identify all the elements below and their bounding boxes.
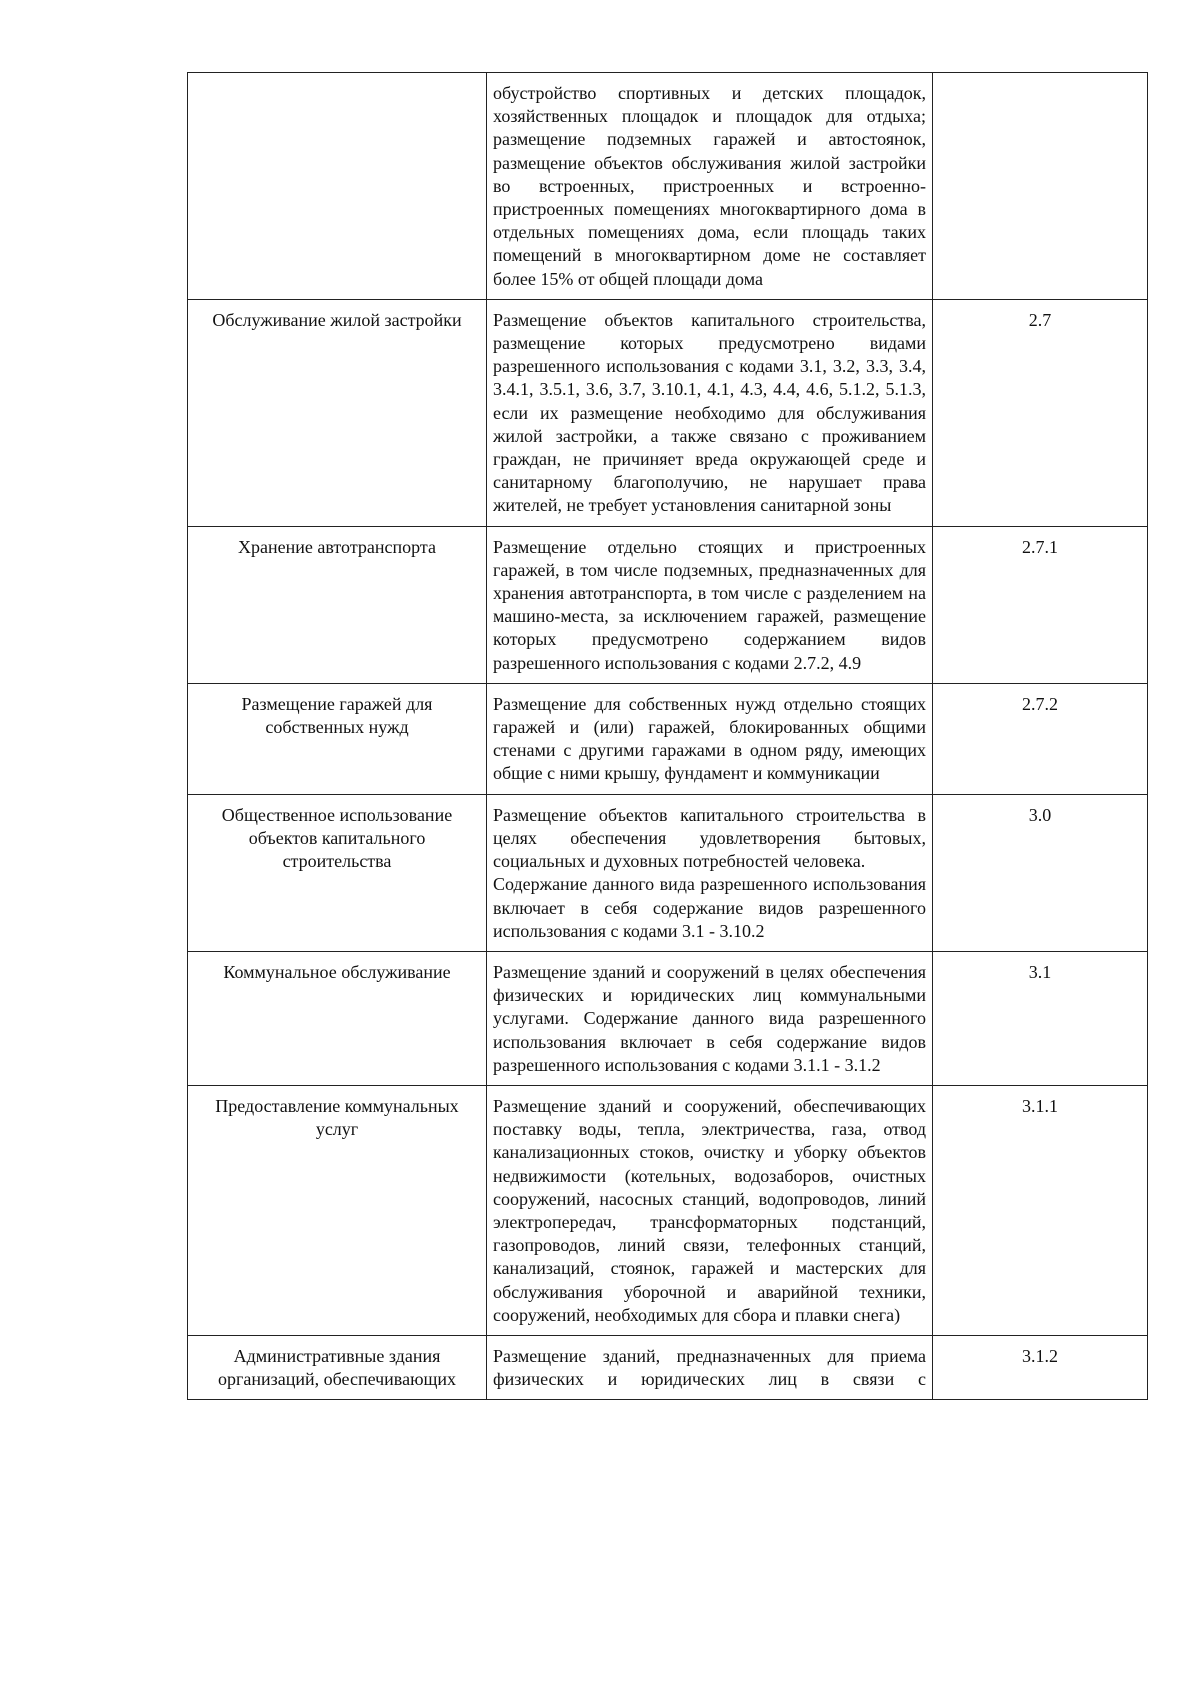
land-use-code: 3.0 [933,794,1148,951]
description-paragraph: Размещение объектов капитального строительства, размещение которых предусмотрено видами разрешенного использования с кодами 3.1, 3.2, 3.3, 3.4, 3.4.1, 3.5.1, 3.6, 3.7, 3.10.1, 4.1, 4.3, 4.4, 4.6, 5.1.2, 5.1.3, если их размещение необходимо для обслуживания жилой застройки, а также связано с проживанием граждан, не причиняет вреда окружающей среде и санитарному благополучию, не нарушает права жителей, не требует установления санитарной зоны [493,309,926,516]
table-row [188,73,1148,300]
land-use-code: 3.1 [933,951,1148,1085]
land-use-name: Общественное использование объектов капитального строительства [188,794,487,951]
description-paragraph: обустройство спортивных и детских площадок, хозяйственных площадок и площадок для отдыха; размещение подземных гаражей и автостоянок, размещение объектов обслуживания жилой застройки во встроенных, пристроенных и встроенно-пристроенных помещениях многоквартирного дома в отдельных помещениях дома, если площадь таких помещений в многоквартирном доме не составляет более 15% от общей площади дома [493,83,926,289]
land-use-name: Хранение автотранспорта [188,526,487,683]
table-row [188,526,1148,683]
land-use-name: Коммунальное обслуживание [188,951,487,1085]
table-row [188,951,1148,1085]
land-use-description [487,951,933,1085]
land-use-code: 3.1.2 [933,1335,1148,1399]
table-row [188,794,1148,951]
description-paragraph: Содержание данного вида разрешенного использования включает в себя содержание видов разрешенного использования с кодами 3.1 - 3.10.2 [493,874,926,941]
land-use-description [487,299,933,526]
description-paragraph: Размещение для собственных нужд отдельно стоящих гаражей и (или) гаражей, блокированных общими стенами с другими гаражами в одном ряду, имеющих общие с ними крышу, фундамент и коммуникации [493,693,926,784]
land-use-name: Предоставление коммунальных услуг [188,1085,487,1335]
table-row [188,1335,1148,1399]
table-row [188,1085,1148,1335]
description-paragraph: Размещение объектов капитального строительства в целях обеспечения удовлетворения бытовых, социальных и духовных потребностей человека. [493,804,926,872]
land-use-code: 2.7.1 [933,526,1148,683]
land-use-name: Размещение гаражей для собственных нужд [188,683,487,794]
description-paragraph: Размещение отдельно стоящих и пристроенных гаражей, в том числе подземных, предназначенных для хранения автотранспорта, в том числе с разделением на машино-места, за исключением гаражей, размещение которых предусмотрено содержанием видов разрешенного использования с кодами 2.7.2, 4.9 [493,536,926,673]
land-use-description [487,73,933,300]
land-use-code: 2.7.2 [933,683,1148,794]
land-use-description [487,526,933,683]
land-use-description [487,683,933,794]
land-use-code: 3.1.1 [933,1085,1148,1335]
table-row [188,683,1148,794]
land-use-code [933,73,1148,300]
description-paragraph: Размещение зданий и сооружений, обеспечивающих поставку воды, тепла, электричества, газа, отвод канализационных стоков, очистку и уборку объектов недвижимости (котельных, водозаборов, очистных сооружений, насосных станций, водопроводов, линий электропередач, трансформаторных подстанций, газопроводов, линий связи, телефонных станций, канализаций, стоянок, гаражей и мастерских для обслуживания уборочной и аварийной техники, сооружений, необходимых для сбора и плавки снега) [493,1095,926,1325]
land-use-table [187,72,1148,1400]
table-row [188,299,1148,526]
land-use-description [487,794,933,951]
description-paragraph: Размещение зданий и сооружений в целях обеспечения физических и юридических лиц коммунальными услугами. Содержание данного вида разрешенного использования включает в себя содержание видов разрешенного использования с кодами 3.1.1 - 3.1.2 [493,961,926,1075]
land-use-description [487,1335,933,1399]
land-use-name: Обслуживание жилой застройки [188,299,487,526]
land-use-name: Административные здания организаций, обеспечивающих [188,1335,487,1399]
description-paragraph: Размещение зданий, предназначенных для приема физических и юридических лиц в связи с [493,1345,926,1390]
land-use-name [188,73,487,300]
land-use-description [487,1085,933,1335]
land-use-code: 2.7 [933,299,1148,526]
